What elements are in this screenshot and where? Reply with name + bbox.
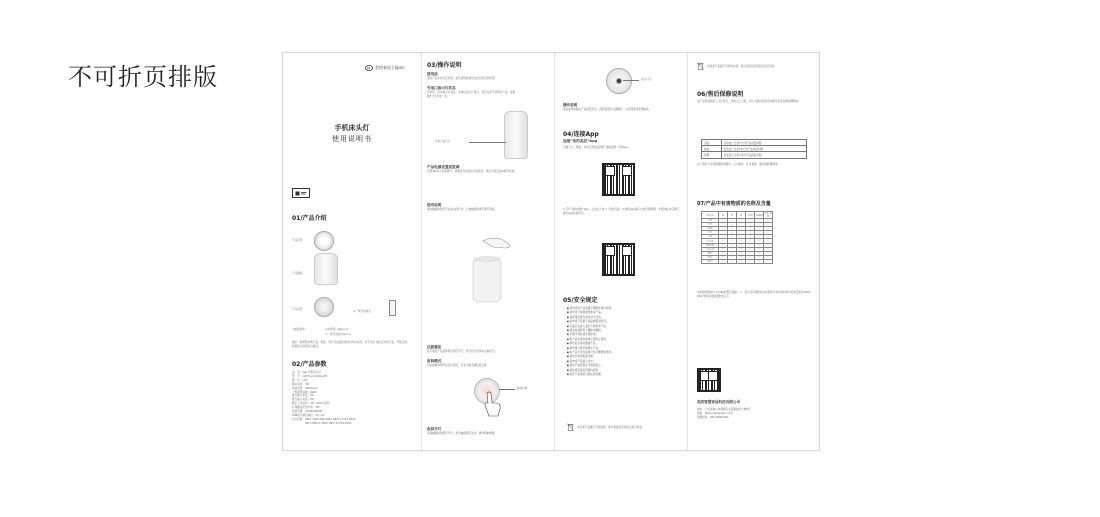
hazard-mark-cell: ○ <box>755 231 764 235</box>
svg-text:M: M <box>367 66 371 71</box>
hazard-mark-cell: ○ <box>737 259 746 263</box>
warranty-text: 本产品享受国家“三包”规定，自购买之日起，非人为损坏的质量问题可享受免费保修服务。 <box>697 100 801 103</box>
manual-column-app <box>554 53 688 450</box>
recycle-bin-icon <box>697 62 704 70</box>
hazard-mark-cell: ○ <box>755 247 764 251</box>
hazard-mark-cell: ○ <box>746 231 755 235</box>
connect-steps: 1.打开“美的美居”App，点击右上角“+”添加设备。2.按照App提示完成设备配网。3.配网成功后即可通过App控制灯光。 <box>563 208 679 215</box>
hazard-mark-cell: ○ <box>719 227 728 231</box>
hazard-header-cell: 多溴二苯醚 <box>764 213 773 218</box>
top-recycle-note: 本包装产品属于可回收垃圾，请分类投放至回收点进行回收 <box>707 65 775 68</box>
app-text: 扫描下方二维码，或在应用商店搜索“美的美居”下载App。 <box>563 146 631 149</box>
s2-title: 充电口指示灯状态 <box>427 86 456 90</box>
hazard-mark-cell: ○ <box>737 239 746 243</box>
hazard-part-cell: 触摸按键 <box>702 243 719 247</box>
safety-list <box>567 307 681 378</box>
table-cell: 自签收之日起7天内产品质量问题 <box>721 140 807 146</box>
title-line-1: 手机床头灯 <box>334 124 370 132</box>
legend-b: ②一键充电模式 <box>353 310 371 313</box>
s5-text: 将手靠近产品顶部即可感应开灯，离开后灯光保持当前状态。 <box>427 350 498 353</box>
recycle-note: 本包装产品属于可回收物，请分类投放至回收点进行回收。 <box>577 426 645 429</box>
hazard-mark-cell: ○ <box>764 219 773 223</box>
s7-title: 夜间开灯 <box>427 427 442 431</box>
recycle-note-row <box>567 423 644 431</box>
params-list <box>292 371 414 426</box>
safety-item: ■ 请勿将产品置于高温或明火附近。 <box>567 320 681 324</box>
param-line: 色温范围：2700K-6500K <box>292 410 323 414</box>
hazard-mark-cell: ○ <box>755 243 764 247</box>
hazard-mark-cell: ○ <box>764 235 773 239</box>
param-line: 一般显色指数：Ra95 <box>292 390 317 394</box>
hazard-mark-cell: ○ <box>737 243 746 247</box>
hazard-mark-cell: ○ <box>719 243 728 247</box>
safety-item: ■ 请勿将本产品放置于潮湿环境中使用。 <box>567 307 681 311</box>
hazard-note: 本表格依据SJ/T 11364的规定编制。○：表示该有害物质在该部件所有均质材料中的含量均在GB/T 26572规定的限量要求以下。 <box>697 291 811 298</box>
s7-text: 夜间触摸按键即可开灯，再次触摸即可关闭，操作简单便捷。 <box>427 432 498 435</box>
param-line: 电池容量：2600mAh <box>292 386 318 390</box>
hazard-part-cell: 电池 <box>702 235 719 239</box>
hazard-header-cell: 部件名称 <box>702 212 719 219</box>
hazard-part-cell: 螺丝 <box>702 251 719 255</box>
hazard-mark-cell: ○ <box>719 255 728 259</box>
table-cell: 自签收之日起15天内产品质量问题 <box>721 146 807 152</box>
page-label: 不可折页排版 <box>68 63 218 91</box>
warranty-table <box>701 139 807 159</box>
safety-item: ■ 请勿将产品浸入水中。 <box>567 360 681 364</box>
hazard-mark-cell: ○ <box>746 239 755 243</box>
finger-icon <box>483 391 503 417</box>
company-website: 网址：https://www.lipro.com <box>697 411 734 415</box>
label-product-side: 产品侧面 <box>292 272 303 275</box>
legend-a: ①触摸按键 <box>292 328 305 331</box>
hazard-mark-cell: ○ <box>728 227 737 231</box>
manual-title <box>283 123 421 144</box>
s6-text: 双击触摸按键开启夜灯模式，灯光切换至暖色低亮度。 <box>427 364 490 367</box>
hazard-mark-cell: ○ <box>746 243 755 247</box>
section-hazardous: 07/产品中有害物质的名称及含量 <box>697 201 771 207</box>
s1-title: 操作说明 <box>563 103 578 107</box>
hazard-row <box>702 259 773 263</box>
param-line: 颜 色：白色 <box>292 378 308 382</box>
company-name: 美的智慧家居科技有限公司 <box>697 400 741 404</box>
label-product-top: 产品顶部 <box>292 239 303 242</box>
hazard-header-cell: 多溴联苯 <box>755 212 764 219</box>
safety-item: ■ 请勿用力摔打或挤压产品。 <box>567 347 681 351</box>
hazard-mark-cell: ○ <box>719 251 728 255</box>
table-cell: 保修 <box>702 152 722 158</box>
hazard-mark-cell: ○ <box>764 259 773 263</box>
section-operation: 03/操作说明 <box>427 62 462 69</box>
hazard-mark-cell: ○ <box>719 247 728 251</box>
hazard-part-cell: 包装 <box>702 255 719 259</box>
section-product-intro: 01/产品介绍 <box>292 215 327 222</box>
hazard-mark-cell: ○ <box>719 219 728 223</box>
s3-title: 产品电源设置亮度调 <box>427 165 460 169</box>
hazard-table-body <box>702 212 773 264</box>
param-line: 最大输入电流：2A <box>292 398 314 402</box>
hazard-mark-cell: ○ <box>737 251 746 255</box>
hazard-mark-cell: ○ <box>737 219 746 223</box>
lamp-indicator-top-illustration <box>606 68 632 94</box>
hazard-part-cell: 说明书 <box>702 259 719 263</box>
hazard-header-cell: 铅 <box>719 212 728 219</box>
label-indicator-light: 指示灯光 <box>641 78 652 81</box>
safety-item: ■ 请使用原装充电线进行充电。 <box>567 316 681 320</box>
hazard-mark-cell: ○ <box>728 243 737 247</box>
hazard-mark-cell: ○ <box>764 243 773 247</box>
hazard-mark-cell: ○ <box>764 255 773 259</box>
param-line: GB 17625.1-2022 GB/T 31725-2021 <box>292 421 352 425</box>
hazard-part-cell: 灯珠 <box>702 231 719 235</box>
hazard-mark-cell: ○ <box>755 259 764 263</box>
top-recycle-row <box>697 62 774 70</box>
indicator-lamp-illustration <box>504 111 528 159</box>
hazard-mark-cell: ○ <box>719 231 728 235</box>
param-line: 型 号：12071+ADOAS-W3 <box>292 374 328 378</box>
hazard-mark-cell: ○ <box>746 227 755 231</box>
company-address: 地址：广东省佛山市顺德区北滘镇美的大道6号 <box>697 408 751 411</box>
hazard-mark-cell: ○ <box>746 223 755 227</box>
param-line: 额定工作时间：3H（100%亮度） <box>292 402 332 406</box>
s2-text: 充电时，充电指示灯常亮；充满后指示灯熄灭。若长时间不使用本产品，请每隔3个月充电一次。 <box>427 91 516 98</box>
hazard-mark-cell: ○ <box>755 223 764 227</box>
param-line: 最大输入电压：5V <box>292 394 314 398</box>
safety-item: ■ 本产品不含可由用户自行维修的部件。 <box>567 351 681 355</box>
table-row <box>702 152 807 158</box>
hazard-mark-cell: ○ <box>737 231 746 235</box>
hazard-mark-cell: ○ <box>764 239 773 243</box>
hazard-mark-cell: ○ <box>719 239 728 243</box>
hazard-mark-cell: ○ <box>746 251 755 255</box>
s5-title: 近距感应 <box>427 345 442 349</box>
recycle-bin-icon <box>567 423 574 431</box>
hazard-table <box>701 211 773 264</box>
hazard-mark-cell: ○ <box>746 219 755 223</box>
hazard-mark-cell: ○ <box>746 247 755 251</box>
s1-title: 使用前 <box>427 72 438 76</box>
hazard-mark-cell: ○ <box>728 255 737 259</box>
legend-d: ④一键充电线(Type-C) <box>325 333 352 336</box>
hazard-mark-cell: ○ <box>755 255 764 259</box>
table-cell: 自签收之日起1年内产品质量问题 <box>721 152 807 158</box>
hand-proximity-illustration <box>463 236 513 306</box>
hazard-mark-cell: ○ <box>764 227 773 231</box>
hazard-mark-cell: ○ <box>737 235 746 239</box>
hazard-header-row <box>702 212 773 219</box>
brand-logo <box>365 65 404 71</box>
hazard-mark-cell: ○ <box>728 239 737 243</box>
param-line: 灯珠额定使用寿命：3W <box>292 406 320 410</box>
safety-item: ■ 请在规定温度范围内使用。 <box>567 369 681 373</box>
section-connect-app: 04/连接App <box>563 131 599 138</box>
hazard-mark-cell: ○ <box>764 231 773 235</box>
hazard-mark-cell: ○ <box>764 251 773 255</box>
param-line: 执行标准：GB/T 7000.204-2023 GB/T 17743-2021 <box>292 417 356 421</box>
safety-item: ■ 废弃产品请按当地法规处理。 <box>567 373 681 377</box>
hazard-mark-cell: ○ <box>728 235 737 239</box>
hazard-mark-cell: ○ <box>737 255 746 259</box>
safety-item: ■ 儿童应在成人监护下使用本产品。 <box>567 325 681 329</box>
legend-c: ③电源接口(Type-C) <box>325 328 349 331</box>
title-line-2: 使用说明书 <box>332 135 372 143</box>
hazard-header-cell: 镉 <box>737 212 746 219</box>
hazard-part-cell: 外壳 <box>702 223 719 227</box>
product-side-illustration <box>314 253 338 285</box>
hazard-mark-cell: ○ <box>755 227 764 231</box>
hazard-header-cell: 汞 <box>728 212 737 219</box>
safety-item: ■ 请勿在充电时覆盖产品。 <box>567 342 681 346</box>
app-title: 连接“美的美居”App <box>563 139 598 143</box>
hazard-mark-cell: ○ <box>728 223 737 227</box>
hazard-mark-cell: ○ <box>719 235 728 239</box>
company-info <box>697 408 813 420</box>
hazard-mark-cell: ○ <box>728 247 737 251</box>
label-touch: 触摸按键 <box>517 387 528 390</box>
safety-item: ■ 如产品出现异常请立即停止使用。 <box>567 338 681 342</box>
hazard-mark-cell: ○ <box>719 259 728 263</box>
hazard-mark-cell: ○ <box>755 235 764 239</box>
table-cell: 退货 <box>702 140 722 146</box>
section-product-params: 02/产品参数 <box>292 361 327 368</box>
safety-item: ■ 请勿长时间直视光源。 <box>567 355 681 359</box>
hazard-mark-cell: ○ <box>737 247 746 251</box>
hazard-mark-cell: ○ <box>746 259 755 263</box>
hazard-header-cell: 六价铬 <box>746 212 755 219</box>
s4-title: 使用说明 <box>427 203 442 207</box>
table-cell: 换货 <box>702 146 722 152</box>
s3-text: 长按3秒进入亮度调节，按键松开后保持当前亮度，再次长按可反向调节亮度。 <box>427 170 517 173</box>
s4-text: 单击触摸按键可开启或关闭灯光；长按触摸按键可调节亮度。 <box>427 208 498 211</box>
label-product-bottom: 产品底部 <box>292 308 303 311</box>
app-qr-code-icon <box>602 163 635 196</box>
s1-text: 请在使用前确认产品电量充足，按照说明书正确操作，以获得最佳使用体验。 <box>563 108 652 111</box>
hazard-mark-cell: ○ <box>719 223 728 227</box>
hazard-mark-cell: ○ <box>764 247 773 251</box>
safety-item: ■ 长期不用时请定期充电。 <box>567 333 681 337</box>
hazard-mark-cell: ○ <box>755 239 764 243</box>
hazard-mark-cell: ○ <box>737 227 746 231</box>
section-safety: 05/安全规定 <box>563 297 598 304</box>
indicator-callout <box>623 80 639 81</box>
touch-callout-line <box>499 389 515 390</box>
cable-illustration <box>389 300 396 316</box>
brand-text: 美的家居 | lipro <box>375 65 404 70</box>
hazard-mark-cell: ○ <box>755 219 764 223</box>
hazard-mark-cell: ○ <box>728 219 737 223</box>
intro-note: 提示：如果您未购产品，那客，用户可直接使用的内外边线可，对于对话 请注意中的产品，严格正规，按照标以说明来合格线。 <box>292 341 410 348</box>
section-warranty: 06/售后保修说明 <box>697 91 744 98</box>
hazard-mark-cell: ○ <box>728 259 737 263</box>
s1-text: 请在产品中的对应充电，首次使用前请先完成充电后再使用。 <box>427 77 498 80</box>
hazard-mark-cell: ○ <box>728 251 737 255</box>
hazard-mark-cell: ○ <box>746 255 755 259</box>
safety-item: ■ 请勿自行拆卸或改装本产品。 <box>567 311 681 315</box>
company-qr-code-icon <box>697 368 721 392</box>
safety-item: ■ 清洁时请使用干燥软布擦拭。 <box>567 329 681 333</box>
badge-icon <box>295 191 307 196</box>
device-qr-code-icon <box>602 243 635 276</box>
param-line: USB接口额定输出：5V⎓1A <box>292 413 325 417</box>
midea-logo-icon <box>365 65 373 71</box>
safety-item: ■ 请将产品放置在平稳表面上。 <box>567 364 681 368</box>
manual-sheet <box>282 52 820 451</box>
manual-column-operation <box>421 53 555 450</box>
warranty-exclusions: 以下情况不在免费保修范围内：人为损坏、私自拆修、超出保修期限等。 <box>697 163 780 166</box>
manual-column-warranty <box>687 53 819 450</box>
hazard-part-cell: 灯罩 <box>702 219 719 223</box>
hazard-part-cell: 电路板 <box>702 227 719 231</box>
label-indicator: 充电口指示灯 <box>435 140 451 143</box>
hazard-mark-cell: ○ <box>728 231 737 235</box>
hazard-mark-cell: ○ <box>755 251 764 255</box>
hazard-mark-cell: ○ <box>764 223 773 227</box>
product-bottom-illustration <box>314 297 334 317</box>
hazard-part-cell: 内部支架 <box>702 247 719 251</box>
param-line: 额定功率：3W <box>292 382 310 386</box>
s6-title: 夜间模式 <box>427 359 442 363</box>
manual-column-cover <box>283 53 422 450</box>
company-hotline: 客服热线：400-0086-990 <box>697 415 729 419</box>
indicator-callout-line <box>469 142 506 143</box>
lipro-badge <box>292 188 310 198</box>
param-line: 品 名：lipro手机床头灯 <box>292 371 322 374</box>
hazard-part-cell: 充电线 <box>702 239 719 243</box>
product-top-illustration <box>314 231 334 251</box>
hazard-mark-cell: ○ <box>746 235 755 239</box>
hazard-mark-cell: ○ <box>737 223 746 227</box>
